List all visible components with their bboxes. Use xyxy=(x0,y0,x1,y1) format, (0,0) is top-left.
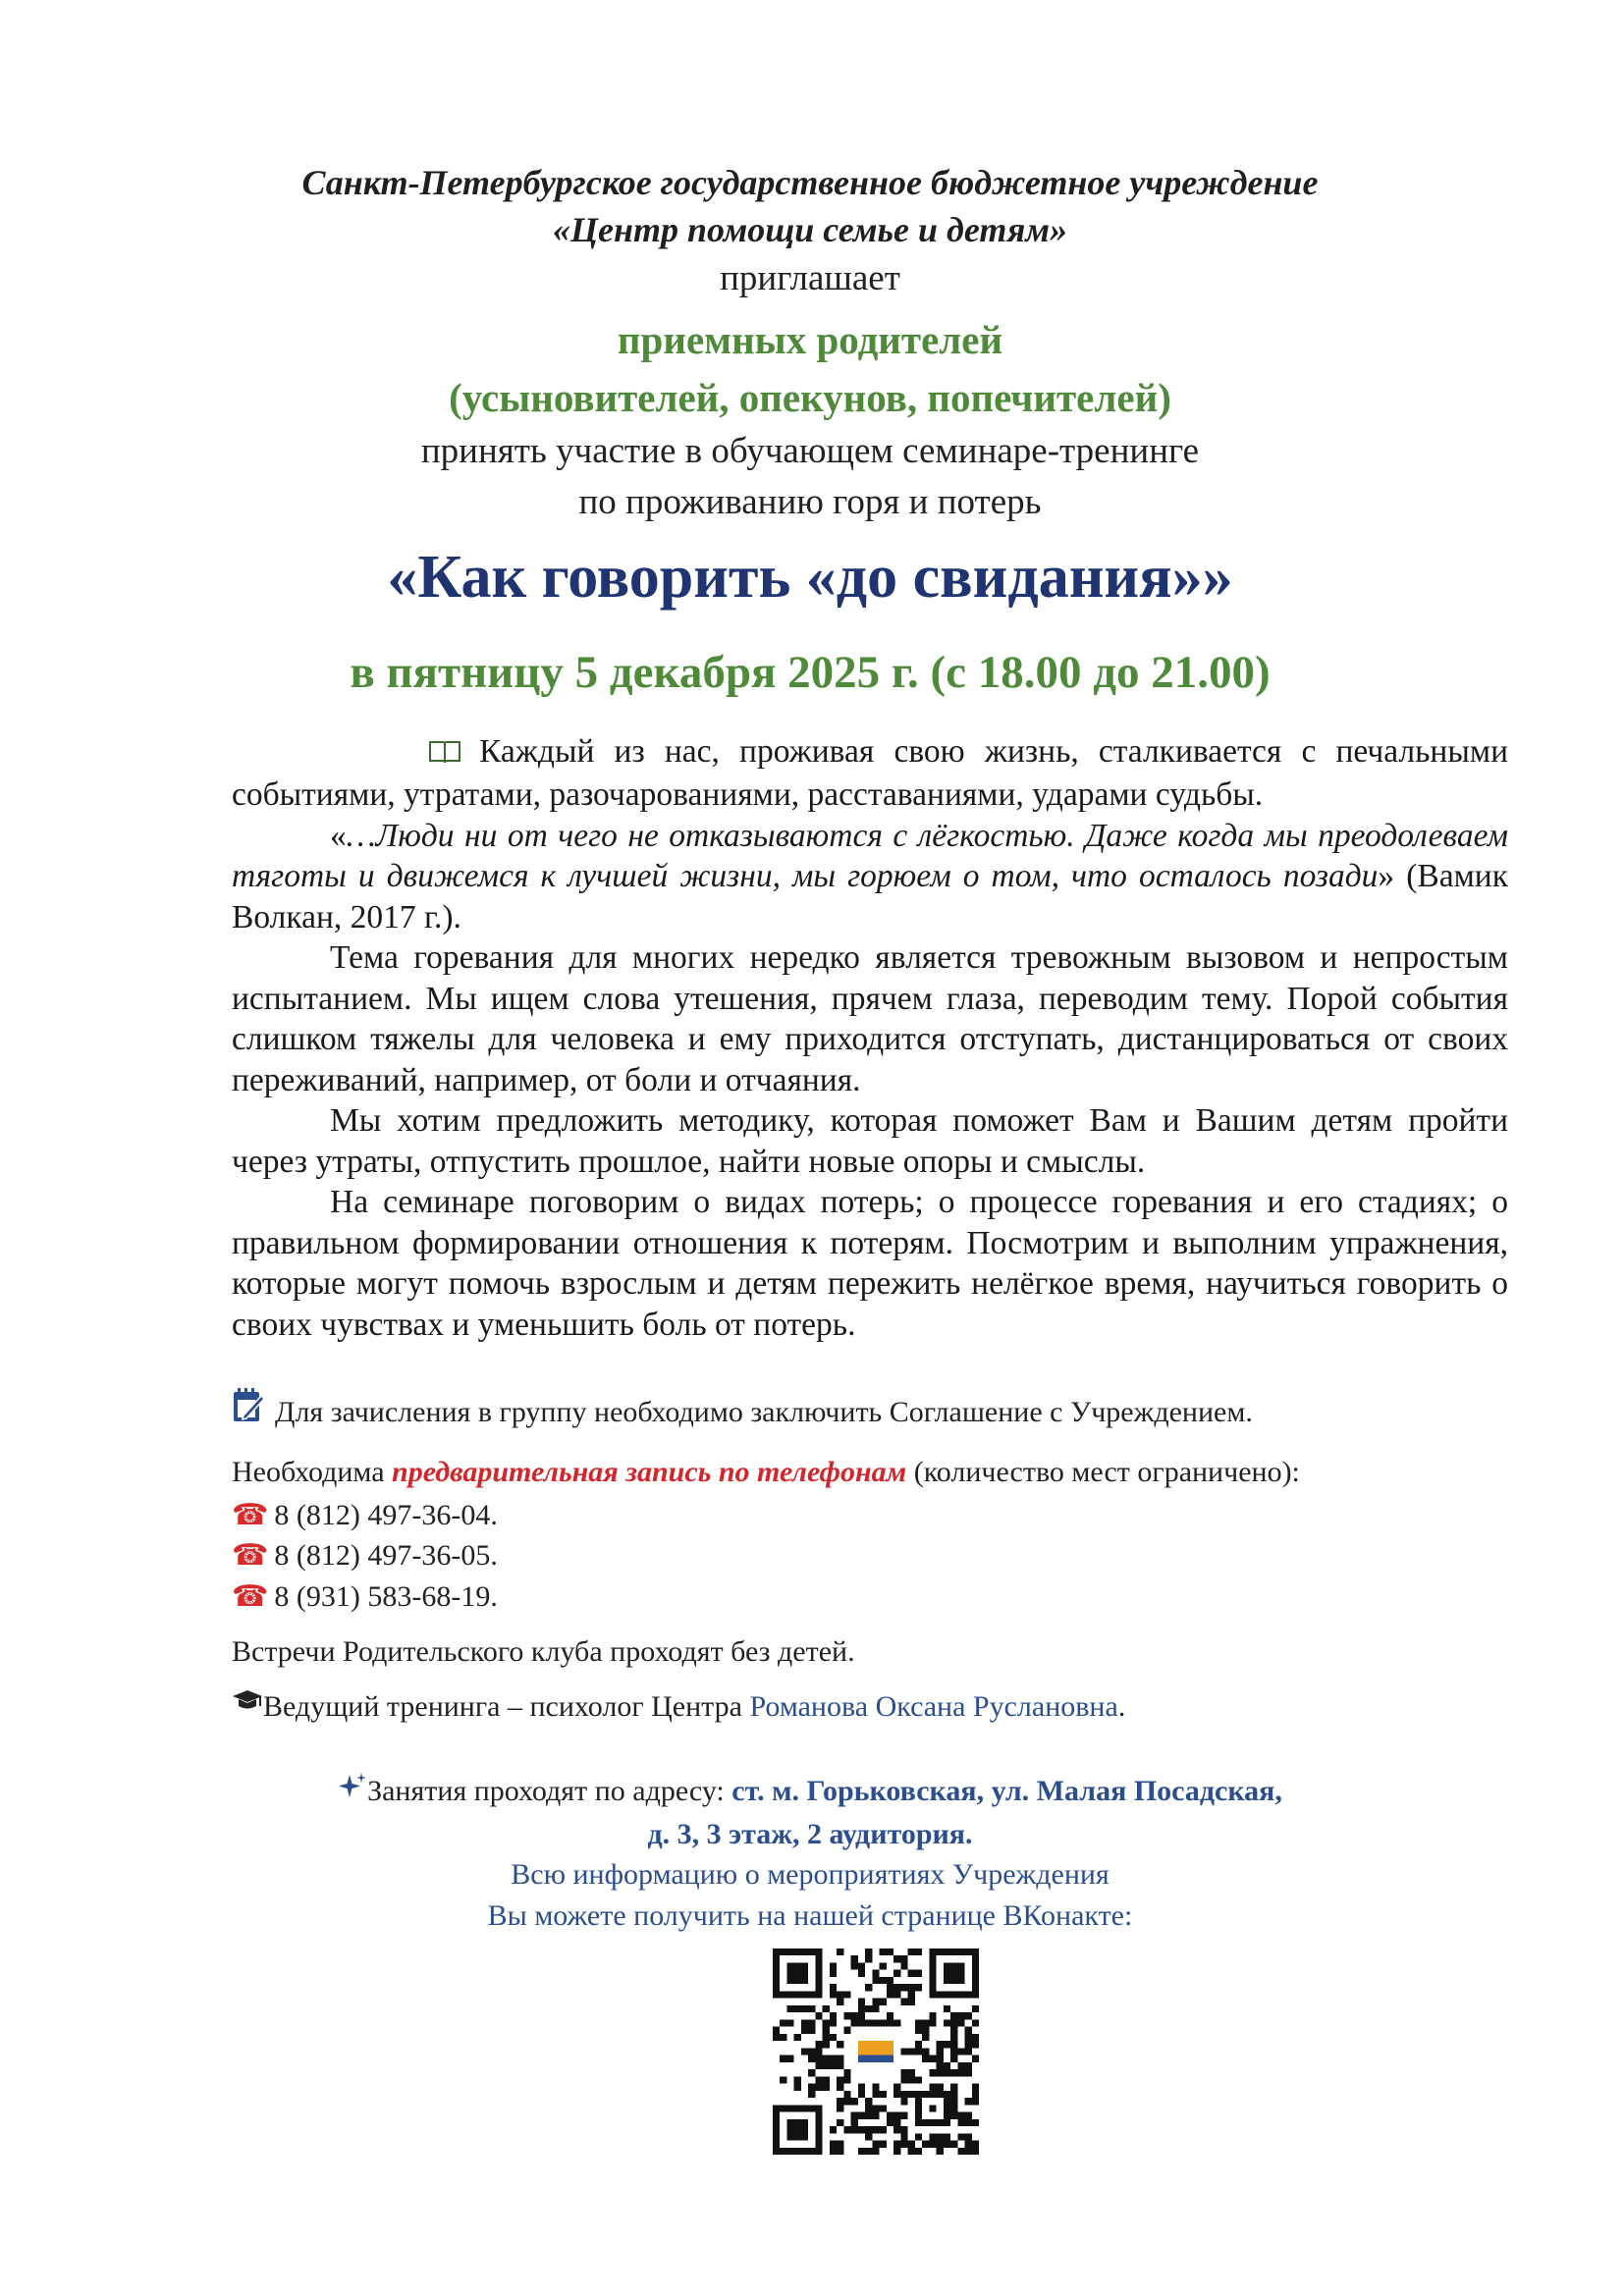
phone-icon: ☎ xyxy=(232,1499,269,1531)
phone-number: 8 (931) 583-68-19. xyxy=(274,1580,498,1613)
org-name-line2: «Центр помощи семье и детям» xyxy=(552,210,1067,249)
quote-source: » (Вамик Волкан, 2017 г.). xyxy=(232,858,1508,935)
host-line xyxy=(232,1690,1125,1726)
audience-line2: (усыновителей, опекунов, попечителей) xyxy=(449,375,1171,420)
need-line xyxy=(232,1456,1300,1489)
vk-info-line2: Вы можете получить на нашей странице ВКонакте: xyxy=(487,1899,1133,1932)
paragraph-3: Тема горевания для многих нередко является тревожным вызовом и непростым испытанием. Мы ищем слова утешения, прячем глаза, переводим тему. Порой события слишком тяжелы для человека и ему приходится отступать, дистанцироваться от своих переживаний, например, от боли и отчаяния. xyxy=(232,939,1508,1098)
event-title: «Как говорить «до свидания»» xyxy=(387,544,1233,611)
paragraph-1 xyxy=(232,731,1508,816)
invites-text: приглашает xyxy=(720,258,900,298)
host-suffix: . xyxy=(1117,1690,1126,1723)
phone-number: 8 (812) 497-36-04. xyxy=(274,1499,498,1531)
phone-row xyxy=(232,1498,498,1532)
paragraph-5: На семинаре поговорим о видах потерь; о процессе горевания и его стадиях; о правильном формировании отношения к потерям. Посмотрим и выполним упражнения, которые могут помочь взрослым и детям пережить нелёгкое время, научиться говорить о своих чувствах и уменьшить боль от потерь. xyxy=(232,1184,1508,1343)
notepad-icon xyxy=(232,1386,265,1431)
phone-row xyxy=(232,1538,498,1573)
address-line-1 xyxy=(147,1775,1473,1812)
no-children-line: Встречи Родительского клуба проходят без детей. xyxy=(232,1635,855,1668)
graduation-cap-icon xyxy=(232,1688,263,1722)
event-date: в пятницу 5 декабря 2025 г. (с 18.00 до 21.00) xyxy=(350,647,1271,698)
sparkle-icon xyxy=(338,1771,367,1808)
purpose-line1: принять участие в обучающем семинаре-тренинге xyxy=(420,431,1200,471)
need-prefix: Необходима xyxy=(232,1456,393,1488)
enroll-text: Для зачисления в группу необходимо заключить Соглашение с Учреждением. xyxy=(275,1395,1253,1428)
vk-info-line1: Всю информацию о мероприятиях Учреждения xyxy=(511,1858,1110,1891)
phone-icon: ☎ xyxy=(232,1580,269,1613)
quote-open: « xyxy=(330,817,347,854)
audience-line1: приемных родителей xyxy=(617,317,1003,362)
paragraph-2 xyxy=(232,816,1508,938)
address-building: д. 3, 3 этаж, 2 аудитория. xyxy=(647,1818,973,1850)
book-icon xyxy=(330,734,461,775)
address-line-2 xyxy=(147,1818,1473,1851)
phone-icon: ☎ xyxy=(232,1539,269,1572)
phone-number: 8 (812) 497-36-05. xyxy=(274,1539,498,1572)
need-suffix: (количество мест ограничено): xyxy=(906,1456,1300,1488)
paragraph-1-text: Каждый из нас, проживая свою жизнь, сталкивается с печальными событиями, утратами, разочарованиями, расставаниями, ударами судьбы. xyxy=(232,733,1508,814)
description xyxy=(232,731,1508,1345)
paragraph-4: Мы хотим предложить методику, которая поможет Вам и Вашим детям пройти через утраты, отпустить прошлое, найти новые опоры и смыслы. xyxy=(232,1102,1508,1180)
quote-text: …Люди ни от чего не отказываются с лёгкостью. Даже когда мы преодолеваем тяготы и движемся к лучшей жизни, мы горюем о том, что осталось позади xyxy=(232,817,1508,895)
host-name: Романова Оксана Руслановна xyxy=(749,1690,1118,1723)
enroll-line xyxy=(232,1392,1253,1437)
address-street: ст. м. Горьковская, ул. Малая Посадская, xyxy=(731,1775,1282,1807)
qr-code-icon[interactable] xyxy=(773,1949,979,2155)
host-prefix: Ведущий тренинга – психолог Центра xyxy=(263,1690,750,1723)
need-highlight: предварительная запись по телефонам xyxy=(392,1456,907,1488)
phone-row xyxy=(232,1579,498,1614)
org-name-line1: Санкт-Петербургское государственное бюджетное учреждение xyxy=(301,163,1319,202)
address-prefix: Занятия проходят по адресу: xyxy=(367,1775,732,1807)
purpose-line2: по проживанию горя и потерь xyxy=(578,482,1042,522)
